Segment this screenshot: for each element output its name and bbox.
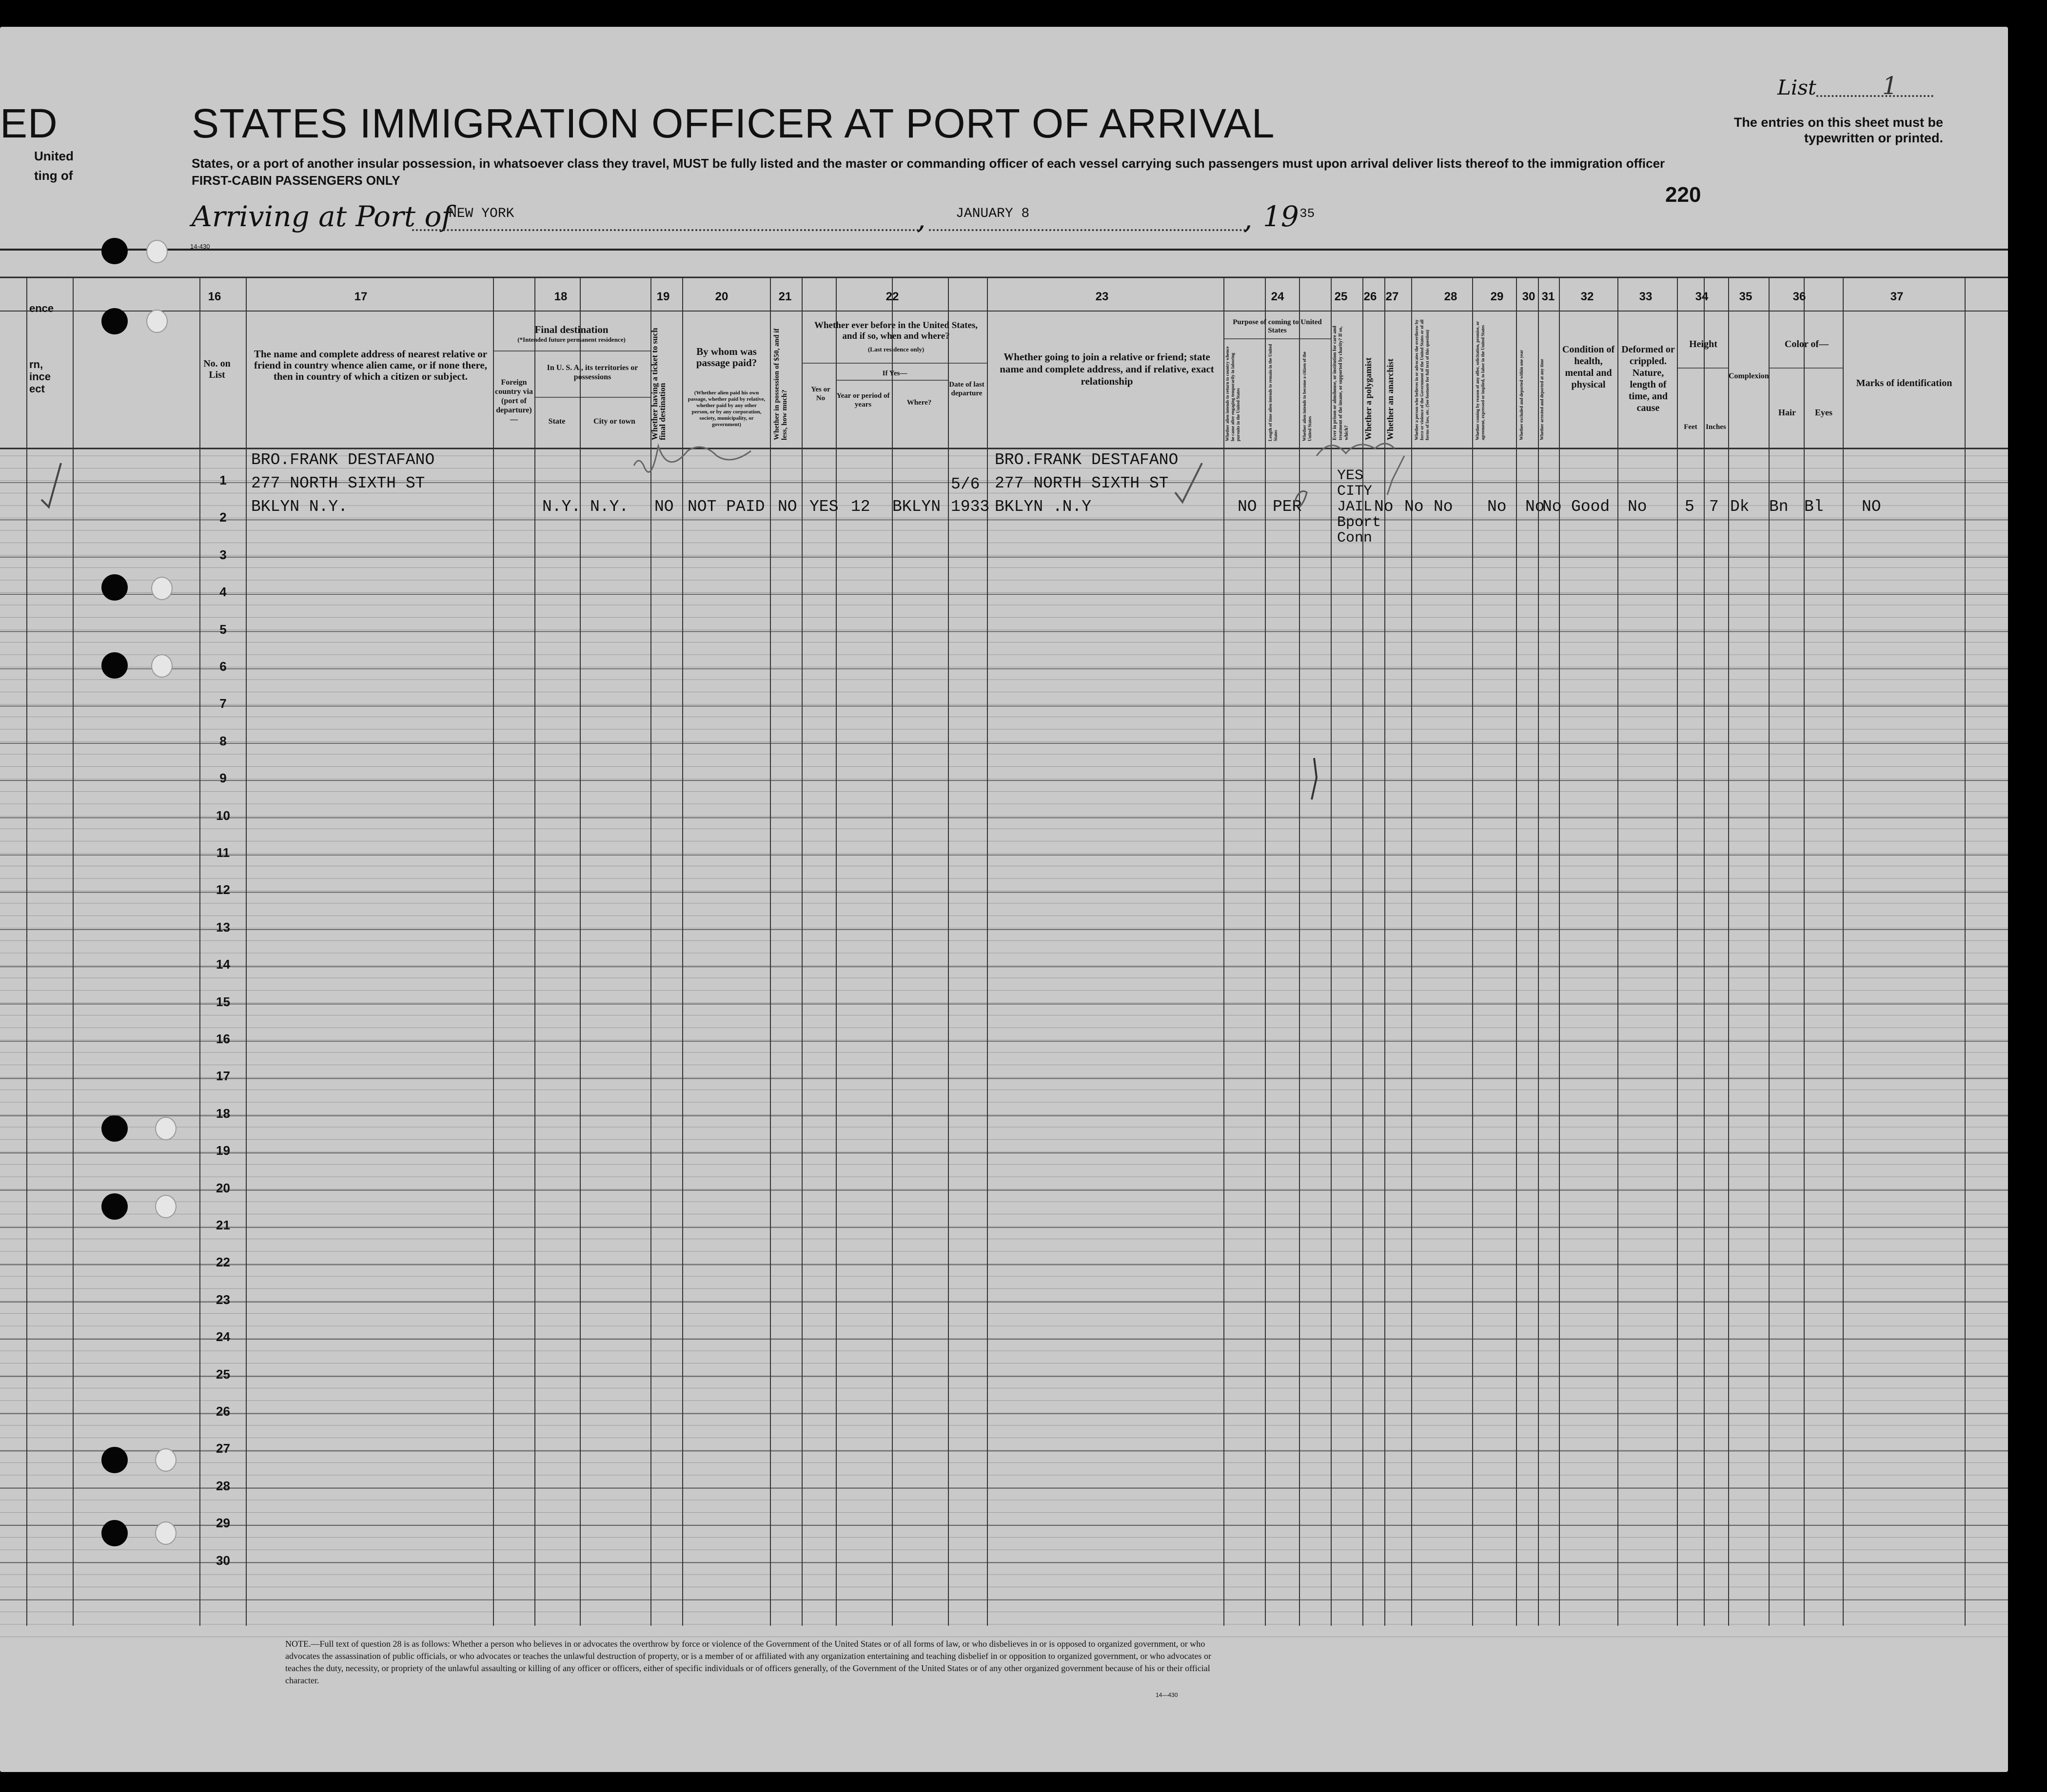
- row-number: 15: [216, 994, 230, 1009]
- ticket-value: NO: [654, 498, 674, 516]
- col-header-24-return: Whether alien intends to return to country whence he came after engaging temporarily in laboring pursuits in the United States: [1225, 345, 1240, 441]
- col-num-17: 17: [354, 290, 368, 303]
- row-number: 25: [216, 1366, 230, 1382]
- row-number: 5: [219, 622, 227, 637]
- row-number: 28: [216, 1478, 230, 1493]
- row-number: 20: [216, 1180, 230, 1195]
- col-header-34-feet: Feet: [1684, 423, 1697, 431]
- cabin-note: FIRST-CABIN PASSENGERS ONLY: [192, 173, 400, 188]
- prison-line-5: Conn: [1337, 530, 1373, 546]
- join-name: BRO.FRANK DESTAFANO: [995, 451, 1179, 469]
- row-number: 19: [216, 1143, 230, 1158]
- col-num-34: 34: [1695, 290, 1709, 303]
- left-fragment-1: United: [34, 149, 74, 163]
- row-number: 24: [216, 1329, 230, 1344]
- prison-line-3: JAIL: [1337, 499, 1373, 515]
- col-num-27: 27: [1385, 290, 1399, 303]
- col-header-20: By whom was passage paid?: [696, 346, 757, 369]
- col-header-21: Whether in possession of $50, and if less, how much?: [773, 326, 788, 440]
- join-city: BKLYN .N.Y: [995, 498, 1092, 516]
- col-num-25: 25: [1334, 290, 1348, 303]
- col-header-31: Whether arrested and deported at any time: [1539, 359, 1544, 440]
- arriving-label: Arriving at Port of: [192, 200, 452, 233]
- title-left-fragment: ED: [0, 100, 58, 146]
- entries-note: The entries on this sheet must be typewritten or printed.: [1733, 115, 1943, 145]
- punch-hole: [101, 1115, 128, 1142]
- col-header-22-yesno: Yes or No: [811, 386, 830, 402]
- q31-value: No: [1542, 498, 1562, 516]
- year-prefix: 19: [1263, 200, 1299, 233]
- col-header-27: Whether an anarchist: [1385, 358, 1395, 440]
- col-num-20: 20: [715, 290, 728, 303]
- punch-hole-ring: [151, 577, 173, 600]
- punch-hole: [101, 1520, 128, 1546]
- list-value: 1: [1882, 72, 1898, 100]
- length-value: PER: [1273, 498, 1302, 516]
- col-num-21: 21: [778, 290, 792, 303]
- col-header-36: Color of—: [1784, 339, 1829, 350]
- row-number: 2: [219, 510, 227, 525]
- left-col-fragment-4: ect: [29, 383, 45, 395]
- punch-hole-ring: [151, 654, 173, 678]
- punch-hole: [101, 1193, 128, 1220]
- punch-hole: [101, 652, 128, 679]
- join-street: 277 NORTH SIXTH ST: [995, 474, 1169, 492]
- col-num-28: 28: [1444, 290, 1457, 303]
- col-header-16: No. on List: [203, 358, 231, 380]
- col-header-24: Purpose of coming to United States: [1233, 318, 1322, 334]
- col-num-24: 24: [1271, 290, 1284, 303]
- port-value: NEW YORK: [449, 206, 514, 221]
- col-header-18: Final destination: [534, 324, 609, 335]
- punch-hole-ring: [155, 1448, 177, 1472]
- col-header-29: Whether coming by reason of any offer, solicitation, promise, or agreement, expressed or implied, to labor in the United States: [1475, 320, 1485, 440]
- col-num-18: 18: [554, 290, 568, 303]
- col-header-33: Deformed or crippled. Nature, length of time, and cause: [1621, 344, 1675, 413]
- col-header-24-length: Length of time alien intends to remain in the United States: [1268, 343, 1278, 441]
- prison-line-2: CITY: [1337, 483, 1373, 500]
- subtitle: States, or a port of another insular possession, in whatsoever class they travel, MUST be fully listed and the master or commanding officer of each vessel carrying such passengers must upon arrival deliver lists thereof to the immigration officer: [192, 156, 1665, 171]
- punch-hole-ring: [146, 240, 168, 263]
- col-header-30: Whether excluded and deported within one year: [1519, 350, 1524, 440]
- departure-year: 1933: [951, 498, 990, 516]
- col-header-28: Whether a person who believes in or advocates the overthrow by force or violence of the Government of the United States or of all forms of law, etc. (See footnote for full text of this question): [1414, 318, 1430, 440]
- handwritten-marks: [0, 27, 2008, 1772]
- row-number: 27: [216, 1441, 230, 1456]
- list-label: List: [1777, 76, 1816, 99]
- col-header-24-citizen: Whether alien intends to become a citizen of the United States: [1302, 350, 1312, 441]
- row-number: 8: [219, 733, 227, 748]
- col-header-18-foreign: Foreign country via (port of departure)—: [495, 378, 533, 424]
- col-header-36-hair: Hair: [1778, 408, 1796, 417]
- col-num-35: 35: [1739, 290, 1752, 303]
- row-number: 11: [216, 845, 230, 860]
- col-header-36-eyes: Eyes: [1815, 408, 1832, 417]
- row-number: 22: [216, 1255, 230, 1270]
- row-number: 13: [216, 919, 230, 935]
- col-header-22: Whether ever before in the United States, and if so, when and where?: [814, 320, 978, 341]
- row-number: 12: [216, 882, 230, 897]
- punch-hole: [101, 238, 128, 264]
- hair-value: Bn: [1769, 498, 1789, 516]
- col-header-17: The name and complete address of nearest relative or friend in country whence alien came, or if none there, then in country of which a citizen or subject.: [254, 348, 488, 382]
- comma-2: ,: [1243, 202, 1253, 235]
- col-num-26: 26: [1363, 290, 1377, 303]
- col-header-25: Ever in prison or almshouse, or institution for care and treatment of the insane, or supported by charity? If so, which?: [1332, 324, 1349, 440]
- col-header-22-departure: Date of last departure: [949, 381, 984, 397]
- eyes-value: Bl: [1804, 498, 1824, 516]
- departure-day: 5/6: [951, 475, 980, 493]
- manifest-sheet: [0, 27, 2008, 1772]
- feet-value: 5: [1685, 498, 1694, 516]
- footnote: NOTE.—Full text of question 28 is as follows: Whether a person who believes in or advocates the overthrow by force or violence of the Government of the United States or of all forms of law, or who disbelieves in or is opposed to organized government, or who advocates the assassination of public officials, or who advocates or teaches the unlawful destruction of property, or is a member of or affiliated with any organization entertaining and teaching disbelief in or opposition to organized government, or who advocates or teaches the duty, necessity, or propriety of the unlawful assaulting or killing of any officer or officers, either of specific individuals or of officers generally, of the Government of the United States or of any other organized government because of his or their official character.: [285, 1639, 1211, 1685]
- row-number: 6: [219, 659, 227, 674]
- punch-hole-ring: [155, 1117, 177, 1140]
- col-num-29: 29: [1490, 290, 1504, 303]
- row-number: 21: [216, 1218, 230, 1232]
- row-number: 9: [219, 771, 227, 786]
- row-number: 3: [219, 547, 227, 562]
- col-header-18-city: City or town: [593, 417, 635, 426]
- relative-street: 277 NORTH SIXTH ST: [251, 474, 425, 492]
- marks-value: NO: [1862, 498, 1881, 516]
- health-value: Good: [1571, 498, 1610, 516]
- col-header-37: Marks of identification: [1856, 378, 1952, 389]
- col-num-31: 31: [1541, 290, 1555, 303]
- q30-value: No: [1525, 498, 1545, 516]
- years-value: 12: [851, 498, 870, 516]
- fifty-value: NO: [778, 498, 797, 516]
- col-header-34: Height: [1689, 339, 1717, 350]
- row-number: 10: [216, 808, 230, 823]
- punch-hole: [101, 308, 128, 334]
- row-number: 4: [219, 584, 227, 600]
- col-num-32: 32: [1580, 290, 1594, 303]
- col-header-34-inches: Inches: [1706, 423, 1726, 431]
- row-number: 30: [216, 1553, 230, 1568]
- year-suffix: 35: [1299, 206, 1315, 221]
- relative-name: BRO.FRANK DESTAFANO: [251, 451, 435, 469]
- col-header-22-where: Where?: [906, 399, 932, 407]
- q29-value: No: [1487, 498, 1507, 516]
- col-header-18-state: State: [548, 417, 566, 426]
- col-num-16: 16: [208, 290, 221, 303]
- sheet-number: 220: [1665, 183, 1701, 207]
- col-header-32: Condition of health, mental and physical: [1562, 344, 1615, 390]
- col-num-22: 22: [886, 290, 899, 303]
- col-header-22-note: (Last residence only): [867, 346, 925, 353]
- relative-city: BKLYN N.Y.: [251, 498, 348, 516]
- dest-city: N.Y.: [590, 498, 629, 516]
- dest-state: N.Y.: [542, 498, 581, 516]
- col-num-23: 23: [1095, 290, 1109, 303]
- left-fragment-2: ting of: [34, 168, 73, 183]
- passage-value: NOT PAID: [688, 498, 765, 516]
- col-num-36: 36: [1792, 290, 1806, 303]
- row-number: 29: [216, 1516, 230, 1531]
- page-title: STATES IMMIGRATION OFFICER AT PORT OF ARRIVAL: [192, 100, 1275, 146]
- row-number: 26: [216, 1404, 230, 1419]
- col-header-22-ifyes: If Yes—: [882, 370, 907, 377]
- punch-hole-ring: [146, 310, 168, 333]
- row-number: 1: [219, 473, 227, 487]
- col-header-23: Whether going to join a relative or friend; state name and complete address, and if relative, exact relationship: [1000, 351, 1214, 387]
- date-value: JANUARY 8: [956, 206, 1030, 221]
- col-num-19: 19: [656, 290, 670, 303]
- col-header-18-note: (*Intended future permanent residence): [517, 336, 626, 343]
- left-col-fragment-1: ence: [29, 302, 54, 314]
- before-us-value: YES: [809, 498, 839, 516]
- polygamist-value: No: [1374, 498, 1394, 516]
- punch-hole: [101, 574, 128, 601]
- where-value: BKLYN: [892, 498, 941, 516]
- row-number: 18: [216, 1106, 230, 1121]
- left-col-fragment-3: ince: [29, 370, 51, 383]
- row-number: 7: [219, 696, 227, 711]
- col-num-33: 33: [1639, 290, 1653, 303]
- col-header-26: Whether a polygamist: [1363, 357, 1373, 440]
- col-header-22-years: Year or period of years: [836, 392, 890, 409]
- col-header-18-usa: In U. S. A., its territories or possessions: [547, 364, 638, 381]
- row-number: 16: [216, 1032, 230, 1046]
- anarchist-value: No: [1404, 498, 1424, 516]
- deformed-value: No: [1628, 498, 1647, 516]
- col-num-37: 37: [1890, 290, 1904, 303]
- inches-value: 7: [1709, 498, 1719, 516]
- return-value: NO: [1238, 498, 1257, 516]
- punch-hole-ring: [155, 1521, 177, 1545]
- left-col-fragment-2: rn,: [29, 358, 43, 370]
- col-header-20-note: (Whether alien paid his own passage, whether paid by relative, whether paid by any other person, or by any corporation, society, municipality, or government): [688, 390, 766, 428]
- col-header-35: Complexion: [1729, 372, 1769, 380]
- q28-value: No: [1434, 498, 1453, 516]
- row-number: 23: [216, 1292, 230, 1307]
- prison-line-4: Bport: [1337, 514, 1381, 531]
- row-number: 17: [216, 1069, 230, 1084]
- footnote-form-number: 14—430: [1156, 1692, 1178, 1698]
- punch-hole: [101, 1447, 128, 1473]
- col-num-30: 30: [1522, 290, 1535, 303]
- comma: ,: [917, 202, 926, 235]
- col-header-19: Whether having a ticket to such final destination: [650, 326, 667, 440]
- prison-line-1: YES: [1337, 467, 1364, 484]
- row-number: 14: [216, 957, 230, 972]
- complexion-value: Dk: [1730, 498, 1750, 516]
- punch-hole-ring: [155, 1195, 177, 1218]
- form-number-top: 14-430: [190, 243, 210, 250]
